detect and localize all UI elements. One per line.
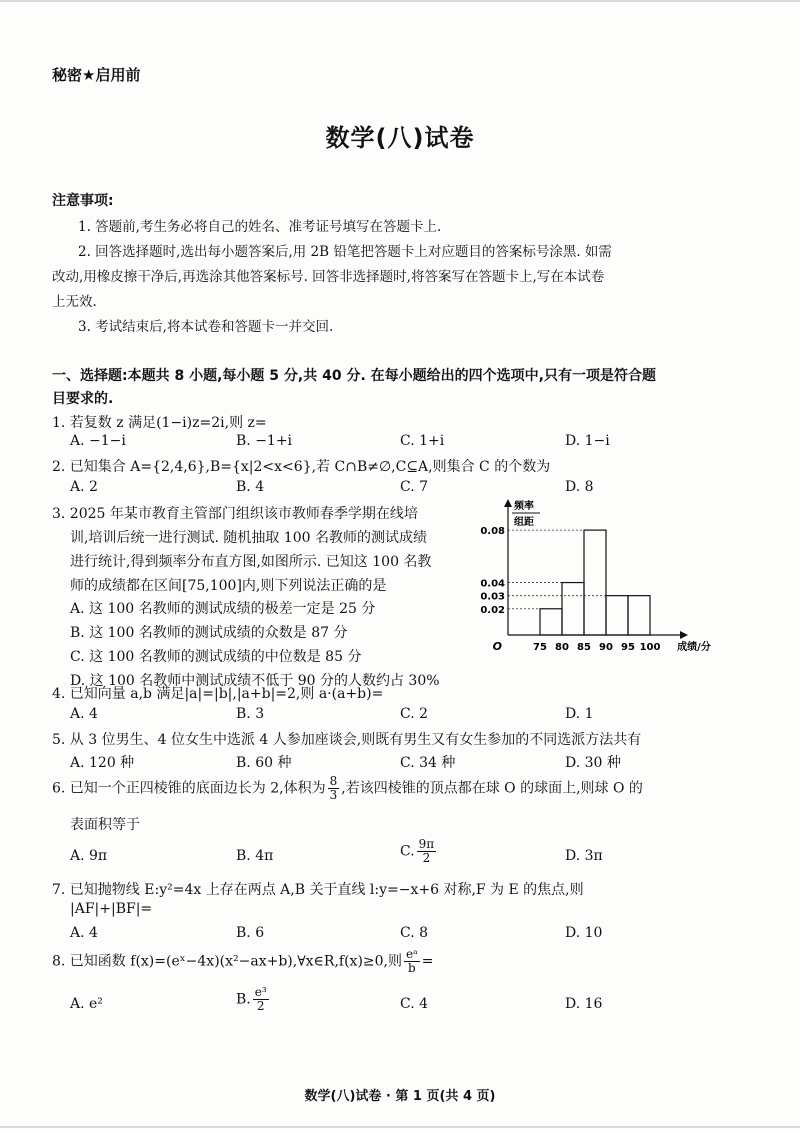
question-5-option-b: B. 60 种 (236, 755, 292, 771)
origin-label: O (492, 640, 502, 653)
question-8-option-a: A. e² (70, 996, 103, 1012)
question-3-stem-line-3: 进行统计,得到频率分布直方图,如图所示. 已知这 100 名教 (70, 554, 432, 570)
y-tick-label: 0.04 (480, 578, 505, 590)
y-tick-label: 0.08 (480, 526, 505, 538)
question-1-stem: 1. 若复数 z 满足(1−i)z=2i,则 z= (52, 415, 267, 431)
question-3-option-b: B. 这 100 名教师的测试成绩的众数是 87 分 (70, 625, 348, 641)
x-tick-label: 85 (577, 642, 591, 653)
question-8-option-d: D. 16 (565, 996, 603, 1012)
question-8-option-b (236, 986, 271, 1013)
section-1-instructions-line-1: 一、选择题:本题共 8 小题,每小题 5 分,共 40 分. 在每小题给出的四个选项中,只有一项是符合题 (52, 368, 656, 384)
ratio-denominator: b (408, 961, 416, 975)
y-axis-arrow (504, 499, 512, 507)
question-7-option-a: A. 4 (70, 925, 98, 941)
question-8-option-b-label: B. (236, 991, 251, 1008)
question-6-stem-line-1 (52, 775, 643, 802)
option-c-fraction (417, 838, 437, 865)
notice-item-2-line-3: 上无效. (52, 294, 97, 310)
question-2-option-a: A. 2 (70, 479, 98, 495)
question-6-option-b: B. 4π (236, 848, 274, 864)
question-3-stem-line-4: 师的成绩都在区间[75,100]内,则下列说法正确的是 (70, 578, 387, 594)
question-4-option-b: B. 3 (236, 706, 265, 722)
question-6-option-d: D. 3π (565, 848, 603, 864)
question-4-option-a: A. 4 (70, 706, 98, 722)
x-tick-label: 80 (555, 642, 569, 653)
question-4-option-d: D. 1 (565, 706, 594, 722)
option-b-fraction (253, 986, 269, 1013)
y-axis-label-top: 频率 (514, 501, 534, 512)
question-3-option-c: C. 这 100 名教师的测试成绩的中位数是 85 分 (70, 649, 362, 665)
option-c-denominator: 2 (422, 851, 431, 865)
question-3-stem-line-2: 训,培训后统一进行测试. 随机抽取 100 名教师的测试成绩 (70, 530, 427, 546)
histogram-bar (628, 596, 650, 635)
notice-item-2-line-1: 2. 回答选择题时,选出每小题答案后,用 2B 铅笔把答题卡上对应题目的答案标号涂黑. 如需 (78, 244, 612, 260)
page-title: 数学(八)试卷 (325, 124, 475, 152)
x-axis-label: 成绩/分 (677, 642, 711, 653)
x-tick-label: 100 (639, 642, 661, 653)
question-3-stem-line-1: 3. 2025 年某市教育主管部门组织该市教师春季学期在线培 (52, 506, 418, 522)
question-3-option-d: D. 这 100 名教师中测试成绩不低于 90 分的人数约占 30% (70, 673, 440, 689)
question-3-option-a: A. 这 100 名教师的测试成绩的极差一定是 25 分 (70, 601, 376, 617)
notice-heading: 注意事项: (52, 193, 114, 209)
question-6-stem-line-2: 表面积等于 (70, 817, 140, 833)
notice-item-2-line-2: 改动,用橡皮擦干净后,再选涂其他答案标号. 回答非选择题时,将答案写在答题卡上,写在本试卷 (52, 269, 605, 285)
notice-item-3: 3. 考试结束后,将本试卷和答题卡一并交回. (78, 319, 334, 335)
ratio-fraction (404, 948, 420, 975)
histogram-bar (584, 530, 606, 635)
confidential-label: 秘密★启用前 (52, 66, 141, 84)
question-5-stem: 5. 从 3 位男生、4 位女生中选派 4 人参加座谈会,则既有男生又有女生参加的不同选派方法共有 (52, 732, 642, 748)
y-tick-label: 0.02 (480, 604, 505, 616)
question-4-option-c: C. 2 (400, 706, 429, 722)
question-8-option-c: C. 4 (400, 996, 429, 1012)
frequency-histogram (468, 495, 728, 655)
question-5-option-a: A. 120 种 (70, 755, 135, 771)
option-b-denominator: 2 (256, 999, 265, 1013)
scan-edge-bottom (0, 1126, 800, 1128)
page-footer: 数学(八)试卷 · 第 1 页(共 4 页) (304, 1089, 496, 1104)
histogram-bar (562, 583, 584, 635)
volume-fraction (328, 775, 340, 802)
x-tick-label: 90 (599, 642, 613, 653)
question-2-option-c: C. 7 (400, 479, 429, 495)
question-6-stem-part-a: 6. 已知一个正四棱锥的底面边长为 2,体积为 (52, 780, 326, 797)
question-1-option-d: D. 1−i (565, 433, 610, 449)
notice-item-1: 1. 答题前,考生务必将自己的姓名、准考证号填写在答题卡上. (78, 219, 442, 235)
question-6-option-a: A. 9π (70, 848, 108, 864)
question-7-option-c: C. 8 (400, 925, 429, 941)
scan-edge (0, 0, 800, 2)
question-5-option-d: D. 30 种 (565, 755, 621, 771)
question-8-stem (52, 948, 433, 975)
question-2-option-d: D. 8 (565, 479, 594, 495)
histogram-bar (606, 596, 628, 635)
question-1-option-b: B. −1+i (236, 433, 293, 449)
y-tick-label: 0.03 (480, 591, 505, 603)
question-1-option-a: A. −1−i (70, 433, 126, 449)
y-axis-label-bottom: 组距 (514, 517, 534, 528)
question-4-stem: 4. 已知向量 a,b 满足|a|=|b|,|a+b|=2,则 a·(a+b)= (52, 686, 384, 702)
volume-denominator: 3 (329, 788, 338, 802)
question-5-option-c: C. 34 种 (400, 755, 456, 771)
x-tick-label: 95 (621, 642, 635, 653)
x-axis-arrow (680, 631, 688, 639)
histogram-bar (540, 609, 562, 635)
question-7-stem-line-1: 7. 已知抛物线 E:y²=4x 上存在两点 A,B 关于直线 l:y=−x+6 对称,F 为 E 的焦点,则 (52, 882, 584, 898)
question-8-stem-part-b: = (421, 953, 434, 970)
question-1-option-c: C. 1+i (400, 433, 445, 449)
question-6-option-c (400, 838, 438, 865)
question-2-option-b: B. 4 (236, 479, 265, 495)
option-b-numerator: e³ (254, 985, 267, 999)
question-8-stem-part-a: 8. 已知函数 f(x)=(eˣ−4x)(x²−ax+b),∀x∈R,f(x)≥0,则 (52, 953, 402, 970)
option-c-numerator: 9π (418, 837, 435, 851)
question-7-option-d: D. 10 (565, 925, 603, 941)
volume-numerator: 8 (329, 774, 338, 788)
question-6-stem-part-b: ,若该四棱锥的顶点都在球 O 的球面上,则球 O 的 (341, 780, 643, 797)
question-6-option-c-label: C. (400, 843, 415, 860)
ratio-numerator: eᵃ (406, 947, 418, 961)
question-7-option-b: B. 6 (236, 925, 265, 941)
x-tick-label: 75 (533, 642, 547, 653)
section-1-instructions-line-2: 目要求的. (52, 391, 114, 407)
question-7-stem-line-2: |AF|+|BF|= (70, 901, 153, 917)
question-2-stem: 2. 已知集合 A={2,4,6},B={x|2<x<6},若 C∩B≠∅,C⊆A,则集合 C 的个数为 (52, 459, 551, 475)
